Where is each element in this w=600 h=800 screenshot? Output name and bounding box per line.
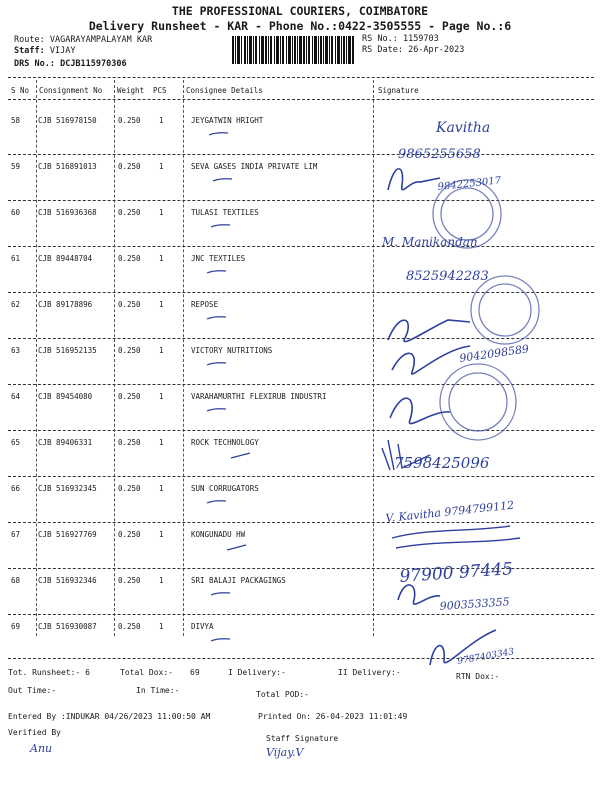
row-consignment-no: CJB 516891013: [38, 162, 97, 171]
row-weight: 0.250: [118, 346, 141, 355]
row-divider: [8, 154, 594, 155]
sig-row-58-phone: 9865255658: [398, 147, 481, 162]
col-sno: S No: [11, 86, 30, 95]
table-row: [0, 530, 600, 576]
drs-line: [14, 59, 127, 69]
sig-row-68: 9003533355: [439, 595, 511, 613]
tick-mark: [210, 222, 232, 230]
rs-date-label: RS Date:: [362, 45, 403, 55]
row-consignee: REPOSE: [191, 300, 219, 309]
row-divider: [8, 430, 594, 431]
row-weight: 0.250: [118, 530, 141, 539]
drs-label: DRS No.:: [14, 59, 55, 69]
rs-date-value: 26-Apr-2023: [408, 45, 465, 55]
table-row: [0, 254, 600, 300]
row-consignment-no: CJB 89406331: [38, 438, 93, 447]
row-pcs: 1: [159, 116, 164, 125]
sig-row-61-phone: 8525942283: [406, 269, 489, 284]
row-consignee: VARAHAMURTHI FLEXIRUB INDUSTRI: [191, 392, 327, 401]
table-bottom-divider: [8, 658, 594, 659]
row-weight: 0.250: [118, 254, 141, 263]
table-row: [0, 438, 600, 484]
rs-no-label: RS No.:: [362, 34, 398, 44]
row-pcs: 1: [159, 576, 164, 585]
header-divider-bottom: [8, 99, 594, 100]
row-consignment-no: CJB 89454080: [38, 392, 93, 401]
row-divider: [8, 246, 594, 247]
col-signature: Signature: [378, 86, 419, 95]
row-pcs: 1: [159, 346, 164, 355]
route-label: Route:: [14, 35, 45, 45]
row-divider: [8, 614, 594, 615]
table-row: [0, 208, 600, 254]
row-consignee: SUN CORRUGATORS: [191, 484, 259, 493]
row-sno: 64: [11, 392, 21, 401]
tick-mark: [226, 544, 248, 552]
row-consignee: VICTORY NUTRITIONS: [191, 346, 273, 355]
rs-date-line: [362, 45, 464, 55]
sig-row-67: 97900 97445: [398, 559, 514, 587]
staff-signature-mark: Vijay.V: [266, 746, 304, 759]
row-pcs: 1: [159, 300, 164, 309]
row-sno: 69: [11, 622, 21, 631]
sig-row-65: 7598425096: [394, 454, 490, 472]
col-consignment: Consignment No: [39, 86, 103, 95]
row-pcs: 1: [159, 208, 164, 217]
row-divider: [8, 384, 594, 385]
rtn-dox: RTN Dox:-: [456, 672, 500, 681]
printed-on: Printed On: 26-04-2023 11:01:49: [258, 712, 408, 721]
row-sno: 62: [11, 300, 21, 309]
i-delivery: I Delivery:-: [228, 668, 286, 677]
barcode: [232, 36, 354, 64]
row-consignment-no: CJB 516927769: [38, 530, 97, 539]
tick-mark: [212, 176, 234, 184]
rs-no-value: 1159703: [402, 34, 439, 44]
route-value: VAGARAYAMPALAYAM KAR: [49, 35, 153, 45]
row-consignment-no: CJB 516932346: [38, 576, 97, 585]
runsheet-title: Delivery Runsheet - KAR - Phone No.:0422-3505555 - Page No.:6: [88, 19, 512, 33]
row-divider: [8, 292, 594, 293]
tick-mark: [206, 360, 228, 368]
total-dox-value: 69: [190, 668, 200, 677]
row-consignment-no: CJB 516978150: [38, 116, 97, 125]
col-consignee: Consignee Details: [186, 86, 263, 95]
row-divider: [8, 200, 594, 201]
row-sno: 59: [11, 162, 21, 171]
tick-mark: [210, 636, 232, 644]
tick-mark: [206, 498, 228, 506]
drs-value: DCJB115970306: [60, 59, 127, 69]
row-sno: 63: [11, 346, 21, 355]
row-weight: 0.250: [118, 576, 141, 585]
row-weight: 0.250: [118, 392, 141, 401]
rs-no-line: [362, 34, 439, 44]
row-pcs: 1: [159, 622, 164, 631]
row-sno: 58: [11, 116, 21, 125]
row-weight: 0.250: [118, 116, 141, 125]
row-consignee: KONGUNADU HW: [191, 530, 246, 539]
table-row: [0, 346, 600, 392]
row-consignee: DIVYA: [191, 622, 214, 631]
row-consignee: TULASI TEXTILES: [191, 208, 259, 217]
row-divider: [8, 522, 594, 523]
tick-mark: [208, 130, 230, 138]
verifier-signature: Anu: [30, 742, 53, 755]
staff-signature-label: Staff Signature: [266, 734, 339, 743]
col-pcs: PCS: [153, 86, 167, 95]
row-weight: 0.250: [118, 208, 141, 217]
row-pcs: 1: [159, 254, 164, 263]
verified-by: Verified By: [8, 728, 61, 737]
row-consignee: JNC TEXTILES: [191, 254, 246, 263]
row-weight: 0.250: [118, 162, 141, 171]
row-pcs: 1: [159, 162, 164, 171]
sig-row-58: Kavitha: [436, 120, 491, 136]
row-consignment-no: CJB 516936368: [38, 208, 97, 217]
row-sno: 66: [11, 484, 21, 493]
sig-row-66: V. Kavitha 9794799112: [384, 498, 515, 525]
sig-row-60: M. Manikandan: [382, 235, 478, 249]
row-pcs: 1: [159, 392, 164, 401]
row-divider: [8, 568, 594, 569]
company-title: THE PROFESSIONAL COURIERS, COIMBATORE: [171, 4, 429, 18]
row-sno: 65: [11, 438, 21, 447]
row-sno: 67: [11, 530, 21, 539]
row-consignee: JEYGATWIN HRIGHT: [191, 116, 264, 125]
row-weight: 0.250: [118, 438, 141, 447]
row-divider: [8, 338, 594, 339]
ii-delivery: II Delivery:-: [338, 668, 401, 677]
staff-value: VIJAY: [49, 46, 76, 56]
staff-line: [14, 46, 75, 56]
row-weight: 0.250: [118, 300, 141, 309]
row-consignment-no: CJB 89178896: [38, 300, 93, 309]
row-weight: 0.250: [118, 622, 141, 631]
tick-mark: [230, 452, 252, 460]
row-consignee: SRI BALAJI PACKAGINGS: [191, 576, 286, 585]
sig-row-59: 9842253017: [437, 175, 502, 193]
tick-mark: [206, 406, 228, 414]
row-sno: 68: [11, 576, 21, 585]
row-pcs: 1: [159, 530, 164, 539]
row-consignee: SEVA GASES INDIA PRIVATE LIM: [191, 162, 318, 171]
row-consignment-no: CJB 516932345: [38, 484, 97, 493]
col-weight: Weight: [117, 86, 145, 95]
tot-runsheet: Tot. Runsheet:- 6: [8, 668, 90, 677]
sig-row-69: 9787403343: [456, 647, 515, 667]
table-row: [0, 116, 600, 162]
row-consignee: ROCK TECHNOLOGY: [191, 438, 259, 447]
row-consignment-no: CJB 516952135: [38, 346, 97, 355]
row-pcs: 1: [159, 484, 164, 493]
table-row: [0, 162, 600, 208]
table-row: [0, 300, 600, 346]
tick-mark: [206, 314, 228, 322]
staff-label: Staff:: [14, 46, 45, 56]
row-weight: 0.250: [118, 484, 141, 493]
table-row: [0, 576, 600, 622]
table-row: [0, 622, 600, 668]
out-time: Out Time:-: [8, 686, 57, 695]
row-consignment-no: CJB 516930087: [38, 622, 97, 631]
table-row: [0, 392, 600, 438]
tick-mark: [206, 268, 228, 276]
table-row: [0, 484, 600, 530]
route-line: [14, 35, 152, 45]
in-time: In Time:-: [136, 686, 180, 695]
sig-row-63: 9042098589: [458, 342, 530, 365]
tick-mark: [210, 590, 232, 598]
row-sno: 61: [11, 254, 21, 263]
header-divider-top: [8, 77, 594, 78]
entered-by: Entered By :INDUKAR 04/26/2023 11:00:50 AM: [8, 712, 211, 721]
row-consignment-no: CJB 89448704: [38, 254, 93, 263]
row-sno: 60: [11, 208, 21, 217]
row-pcs: 1: [159, 438, 164, 447]
row-divider: [8, 476, 594, 477]
total-pod: Total POD:-: [256, 690, 309, 699]
total-dox-label: Total Dox:-: [120, 668, 173, 677]
